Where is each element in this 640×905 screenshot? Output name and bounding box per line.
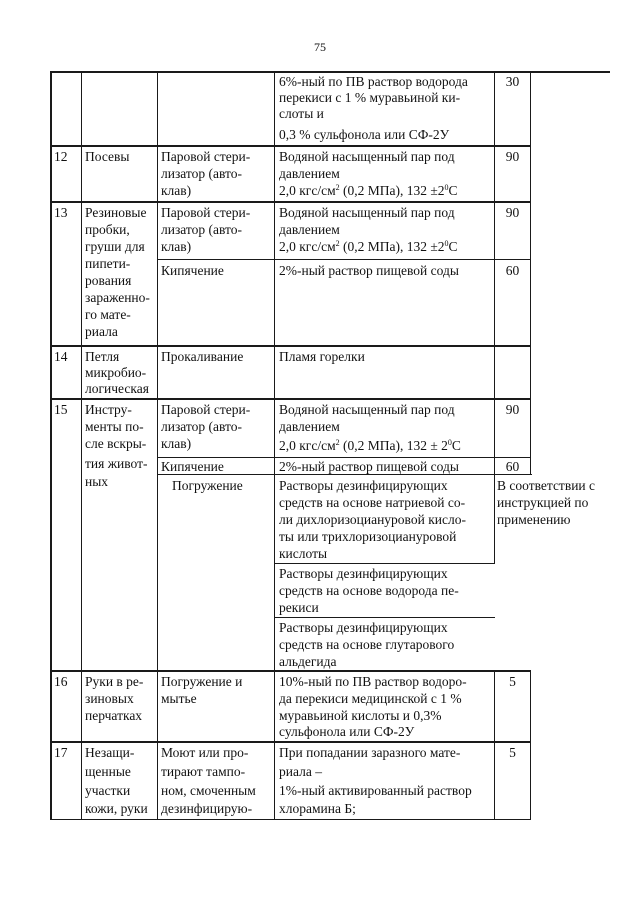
mode-cell-line: Погружение [172,478,243,493]
mode-cell-line: Кипячение [161,263,224,278]
exposure-time-cell: 5 [509,674,516,689]
pressure-text: 2,0 кгс/см [279,239,336,254]
exposure-time-cell: 60 [505,459,520,474]
method-cell-line: альдегида [279,654,337,669]
method-cell-line: Пламя горелки [279,349,365,364]
superscript: 0 [447,438,452,447]
row-number: 13 [54,205,68,220]
method-cell-line: давлением [279,419,340,434]
method-cell-line: 2%-ный раствор пищевой соды [279,263,459,278]
object-cell-line: тия живот- [85,456,148,471]
exposure-time-line: применению [497,512,571,527]
rule-col-time-c [530,670,531,820]
rule-row-13-top [50,201,530,203]
row-number: 12 [54,149,68,164]
method-cell-line [279,438,461,455]
object-cell-line: логическая [85,381,149,396]
method-cell-line: 2%-ный раствор пищевой соды [279,459,459,474]
method-cell-line: 1%-ный активированный раствор [279,783,472,798]
rule-row-15-sub4 [275,617,495,618]
method-cell-line: ты или трихлоризоциануровой [279,529,457,544]
rule-row-15-sub3 [275,563,495,564]
exposure-time-cell: 90 [505,149,520,164]
temperature-unit: С [451,438,461,453]
superscript: 0 [444,183,449,192]
rule-row-13-sub [158,259,530,260]
rule-col-num [81,71,82,820]
mode-cell-line: Моют или про- [161,745,249,760]
rule-left [50,71,52,820]
object-cell-line: пипети- [85,256,131,271]
mode-cell-line: Кипячение [161,459,224,474]
object-cell-line: Незащи- [85,745,135,760]
rule-row-14-top [50,345,530,347]
object-cell-line: го мате- [85,307,131,322]
method-cell-line: 0,3 % сульфонола или СФ-2У [279,127,450,142]
exposure-time-cell: 60 [505,263,520,278]
object-cell-line: сле вскры- [85,436,147,451]
pressure-text: 2,0 кгс/см [279,438,336,453]
method-cell-line: средств на основе водорода пе- [279,583,459,598]
mode-cell-line: Паровой стери- [161,205,251,220]
mode-cell-line: лизатор (авто- [161,166,243,181]
rule-top [50,71,610,73]
rule-row-15-sub1 [158,457,530,458]
rule-col-time-a [530,71,531,475]
method-cell-line: Растворы дезинфицирующих [279,478,448,493]
superscript: 0 [444,239,449,248]
exposure-time-cell: 90 [505,402,520,417]
method-cell-line: давлением [279,166,340,181]
page-number: 75 [314,40,326,54]
method-cell-line: давлением [279,222,340,237]
pressure-text: (0,2 МПа), 132 ±2 [339,239,445,254]
object-cell-line: участки [85,783,131,798]
object-cell-line: перчатках [85,708,143,723]
object-cell-line: зараженно- [85,290,150,305]
mode-cell-line: Прокаливание [161,349,244,364]
method-cell-line: ли дихлоризоциануровой кисло- [279,512,466,527]
object-cell-line: рования [85,273,132,288]
pressure-text: 2,0 кгс/см [279,183,336,198]
superscript: 2 [335,183,340,192]
method-cell-line: При попадании заразного мате- [279,745,461,760]
rule-col-object [157,71,158,820]
pressure-text: (0,2 МПа), 132 ± 2 [339,438,448,453]
object-cell-line: Резиновые [85,205,147,220]
method-cell-line: да перекиси медицинской с 1 % [279,691,462,706]
method-cell-line: хлорамина Б; [279,801,356,816]
mode-cell-line: тирают тампо- [161,764,246,779]
method-cell-line: Водяной насыщенный пар под [279,205,455,220]
row-number: 15 [54,402,68,417]
mode-cell-line: Паровой стери- [161,149,251,164]
rule-col-method-b [494,474,495,564]
superscript: 2 [335,438,340,447]
mode-cell-line: ном, смоченным [161,783,256,798]
object-cell-line: менты по- [85,419,144,434]
object-cell-line: Инстру- [85,402,132,417]
mode-cell-line: клав) [161,239,192,254]
object-cell-line: ных [85,474,109,489]
row-number: 14 [54,349,68,364]
method-cell-line: кислоты [279,546,328,561]
mode-cell-line: Паровой стери- [161,402,251,417]
method-cell-line [279,239,458,256]
method-cell-line: перекиси с 1 % муравьиной ки- [279,90,461,105]
pressure-text: (0,2 МПа), 132 ±2 [339,183,445,198]
method-cell-line: 6%-ный по ПВ раствор водорода [279,74,468,89]
object-cell-line: микробио- [85,365,147,380]
method-cell-line: муравьиной кислоты и 0,3% [279,708,442,723]
object-cell-line: щенные [85,764,131,779]
method-cell-line: слоты и [279,106,324,121]
method-cell-line: средств на основе натриевой со- [279,495,466,510]
method-cell-line: риала – [279,764,322,779]
mode-cell-line: дезинфицирую- [161,801,253,816]
rule-row-12-top [50,145,530,147]
object-cell-line: пробки, [85,222,130,237]
superscript: 2 [335,239,340,248]
exposure-time-line: В соответствии с [497,478,596,493]
method-cell-line: сульфонола или СФ-2У [279,724,415,739]
object-cell-line: риала [85,324,118,339]
mode-cell-line: клав) [161,436,192,451]
rule-row-17-top [50,741,530,743]
exposure-time-cell: 90 [505,205,520,220]
method-cell-line: Растворы дезинфицирующих [279,620,448,635]
mode-cell-line: мытье [161,691,197,706]
mode-cell-line: лизатор (авто- [161,222,243,237]
exposure-time-cell: 30 [505,74,520,89]
exposure-time-cell: 5 [509,745,516,760]
mode-cell-line: лизатор (авто- [161,419,243,434]
method-cell-line: Водяной насыщенный пар под [279,402,455,417]
object-cell-line: Руки в ре- [85,674,144,689]
object-cell-line: груши для [85,239,145,254]
object-cell-line: кожи, руки [85,801,148,816]
object-cell-line: Посевы [85,149,130,164]
temperature-unit: С [448,239,458,254]
row-number: 17 [54,745,68,760]
method-cell-line: средств на основе глутарового [279,637,455,652]
method-cell-line: Водяной насыщенный пар под [279,149,455,164]
mode-cell-line: Погружение и [161,674,243,689]
mode-cell-line: клав) [161,183,192,198]
temperature-unit: С [448,183,458,198]
rule-row-15-top [50,398,530,400]
method-cell-line [279,183,458,200]
method-cell-line: 10%-ный по ПВ раствор водоро- [279,674,467,689]
rule-bottom [50,819,530,820]
method-cell-line: Растворы дезинфицирующих [279,566,448,581]
row-number: 16 [54,674,68,689]
exposure-time-line: инструкцией по [497,495,589,510]
object-cell-line: зиновых [85,691,134,706]
object-cell-line: Петля [85,349,120,364]
rule-col-mode [274,71,275,820]
method-cell-line: рекиси [279,600,319,615]
